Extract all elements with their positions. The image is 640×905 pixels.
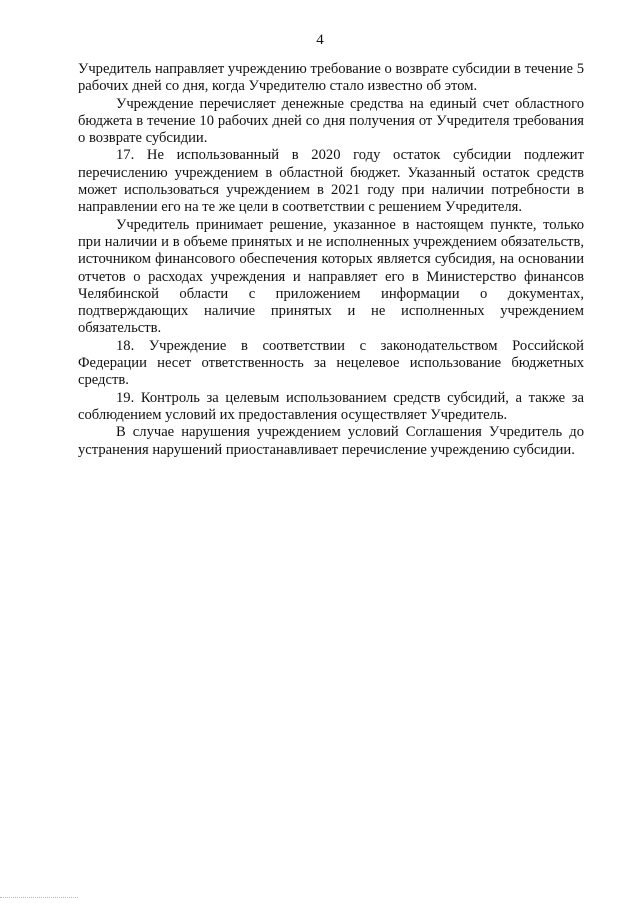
paragraph-19-control: 19. Контроль за целевым использованием средств субсидий, а также за соблюдением условий их предоставления осуществляет Учредитель. bbox=[78, 389, 584, 423]
page-number: 4 bbox=[316, 32, 324, 48]
paragraph-violation-suspension: В случае нарушения учреждением условий Соглашения Учредитель до устранения нарушений приостанавливает перечисление учреждению субсидии. bbox=[78, 424, 584, 458]
paragraph-funds-transfer: Учреждение перечисляет денежные средства на единый счет областного бюджета в течение 10 рабочих дней со дня получения от Учредителя требования о возврате субсидии. bbox=[78, 95, 584, 147]
paragraph-founder-decision: Учредитель принимает решение, указанное в настоящем пункте, только при наличии и в объеме принятых и не исполненных учреждением обязательств, источником финансового обеспечения которых является субсидия, на основании отчетов о расходах учреждения и направляет его в Министерство финансов Челябинской области с приложением информации о документах, подтверждающих наличие принятых и не исполненных учреждением обязательств. bbox=[78, 216, 584, 337]
document-body bbox=[78, 61, 584, 459]
footer-divider bbox=[0, 897, 78, 899]
paragraph-subsidy-return-request: Учредитель направляет учреждению требование о возврате субсидии в течение 5 рабочих дней со дня, когда Учредителю стало известно об этом. bbox=[78, 61, 584, 95]
paragraph-17-unused-balance: 17. Не использованный в 2020 году остаток субсидии подлежит перечислению учреждением в областной бюджет. Указанный остаток средств может использоваться учреждением в 2021 году при наличии потребности в направлении его на те же цели в соответствии с решением Учредителя. bbox=[78, 147, 584, 216]
paragraph-18-responsibility: 18. Учреждение в соответствии с законодательством Российской Федерации несет ответственность за нецелевое использование бюджетных средств. bbox=[78, 337, 584, 389]
